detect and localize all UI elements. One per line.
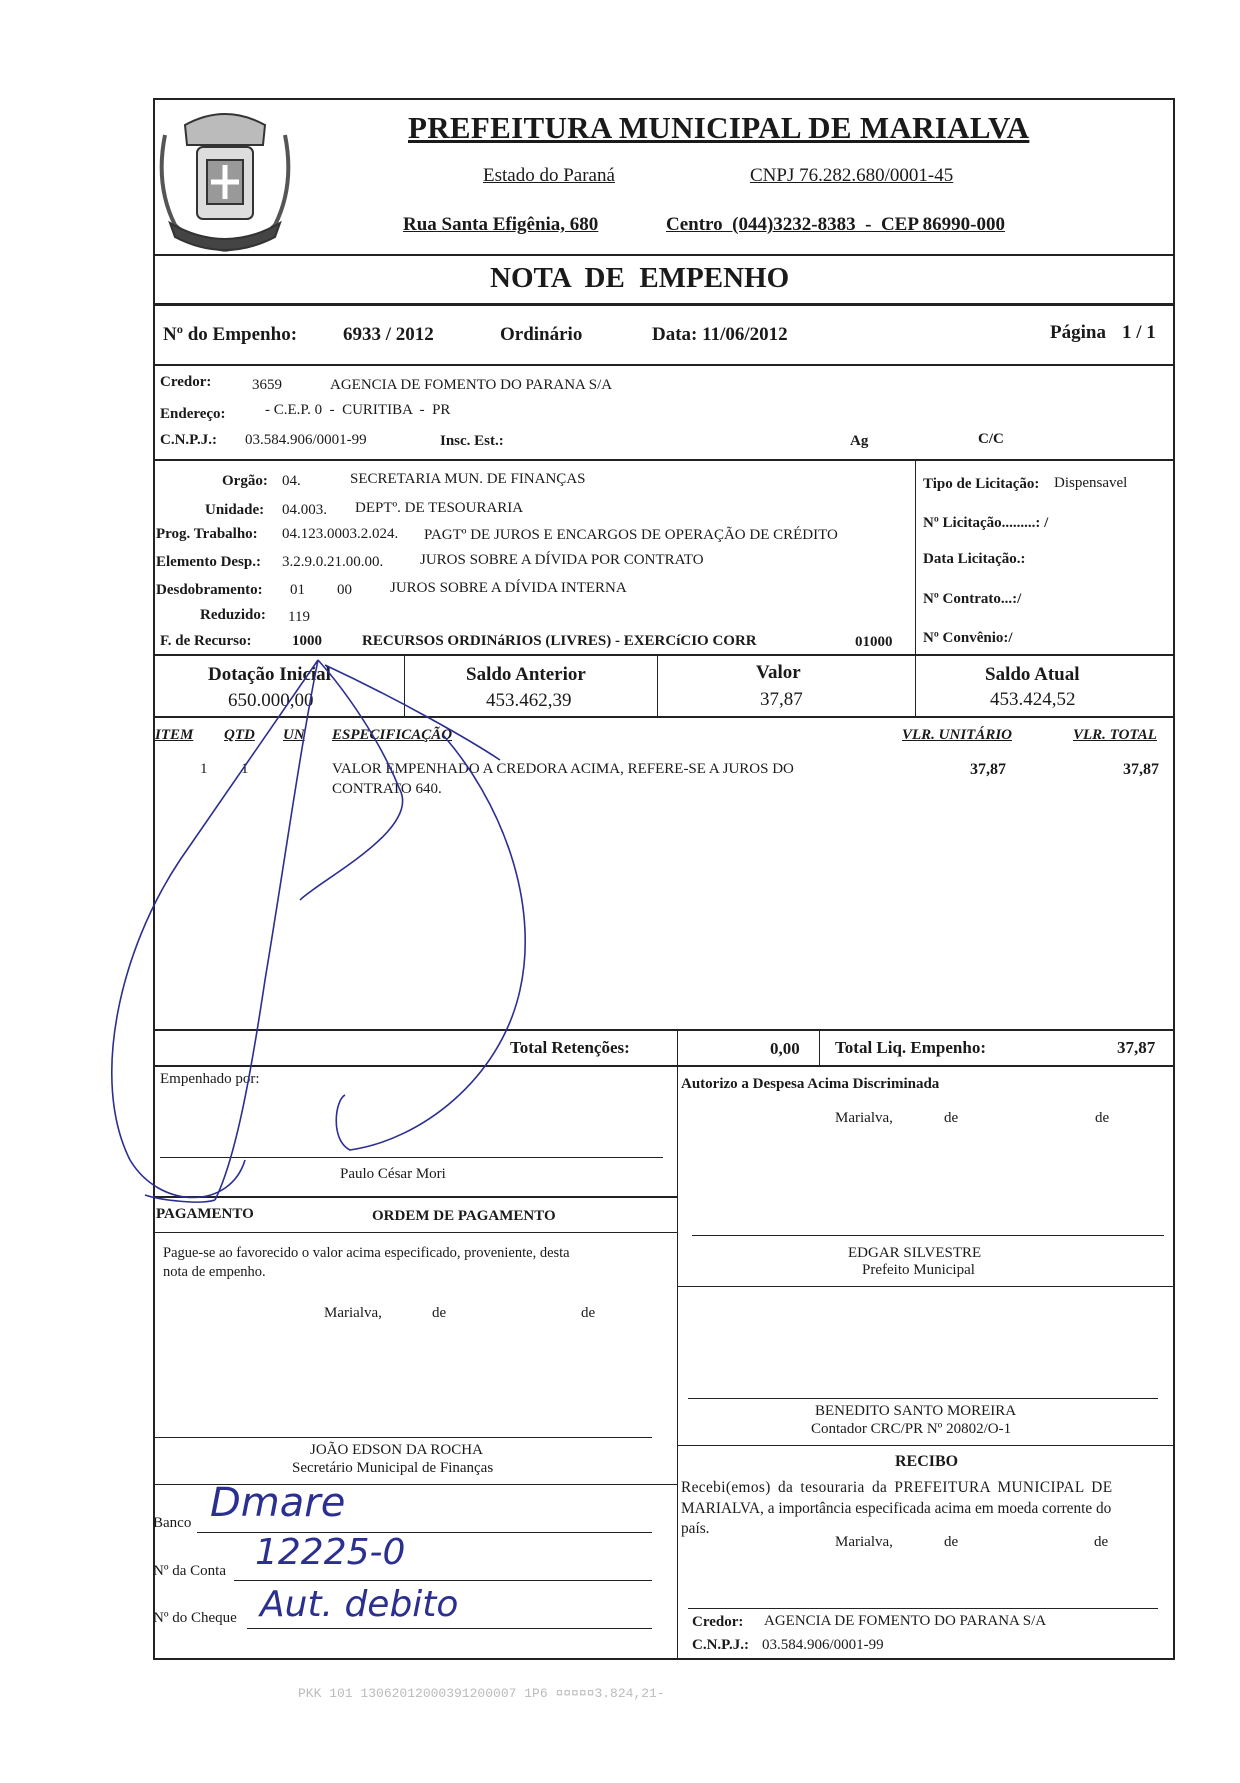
recibo-cnpj-value: 03.584.906/0001-99 [762,1637,884,1653]
orgao-label: Orgão: [222,473,268,489]
conta-corrente-label: C/C [978,431,1004,447]
pague-text-line1: Pague-se ao favorecido o valor acima especificado, proveniente, desta [163,1245,570,1261]
numero-convenio: Nº Convênio:/ [923,630,1013,646]
reduzido-label: Reduzido: [200,607,266,623]
dotacao-value: 650.000,00 [228,690,314,711]
pagamento-label: PAGAMENTO [156,1206,254,1222]
footer-stamp: PKK 101 13062012000391200007 1P6 ¤¤¤¤¤3.824,21- [298,1686,665,1701]
col-vlr-unitario: VLR. UNITÁRIO [902,727,1013,743]
reduzido-value: 119 [288,609,310,625]
empenho-label: Nº do Empenho: [163,324,298,345]
document-title: NOTA DE EMPENHO [490,262,790,294]
cnpj-value: 03.584.906/0001-99 [245,432,367,448]
cheque-label: Nº do Cheque [153,1610,237,1626]
valor-value: 37,87 [760,689,803,710]
contador-title: Contador CRC/PR Nº 20802/O-1 [811,1421,1012,1437]
tipo-licitacao-value: Dispensavel [1054,475,1128,491]
col-un: UN [283,727,305,743]
header-contact: Centro (044)3232-8383 - CEP 86990-000 [666,214,1005,235]
pagamento-de1: de [432,1305,447,1321]
empenho-number: 6933 / 2012 [343,324,434,345]
saldo-atual-value: 453.424,52 [990,689,1076,710]
unidade-name: DEPTº. DE TESOURARIA [355,500,524,516]
recibo-line1: Recebi(emos) da tesouraria da PREFEITURA MUNICIPAL DE [681,1479,1113,1496]
numero-contrato: Nº Contrato...:/ [923,591,1022,607]
recibo-cnpj-label: C.N.P.J.: [692,1637,749,1653]
recibo-city: Marialva, [835,1534,893,1550]
cnpj-label: C.N.P.J.: [160,432,217,448]
agencia-label: Ag [850,433,869,449]
prog-trabalho-code: 04.123.0003.2.024. [282,526,399,542]
prefeito-title: Prefeito Municipal [862,1262,975,1278]
recurso-label: F. de Recurso: [160,633,252,649]
prog-trabalho-label: Prog. Trabalho: [156,526,258,542]
recibo-line2: MARIALVA, a importância especificada acima em moeda corrente do [681,1500,1112,1517]
autorizo-label: Autorizo a Despesa Acima Discriminada [681,1076,940,1092]
credor-label: Credor: [160,374,212,390]
row-item: 1 [200,761,208,777]
row-vlr-total: 37,87 [1123,761,1159,778]
total-retencoes-label: Total Retenções: [510,1038,630,1057]
elemento-name: JUROS SOBRE A DÍVIDA POR CONTRATO [420,552,704,568]
prog-trabalho-name: PAGTº DE JUROS E ENCARGOS DE OPERAÇÃO DE CRÉDITO [424,527,838,543]
header-cnpj: CNPJ 76.282.680/0001-45 [750,165,954,186]
row-vlr-unitario: 37,87 [970,761,1006,778]
cheque-handwriting: Aut. debito [260,1584,459,1625]
row-spec-line2: CONTRATO 640. [332,781,442,797]
insc-est-label: Insc. Est.: [440,433,504,449]
desdobramento-label: Desdobramento: [156,582,263,598]
recibo-credor-label: Credor: [692,1614,744,1630]
endereco-label: Endereço: [160,406,226,422]
saldo-anterior-label: Saldo Anterior [466,664,586,685]
empenhado-por-name: Paulo César Mori [340,1166,446,1182]
banco-handwriting: Dmare [210,1480,346,1526]
total-retencoes-value: 0,00 [770,1039,800,1058]
header-state: Estado do Paraná [483,165,615,186]
unidade-code: 04.003. [282,502,327,518]
credor-code: 3659 [252,377,282,393]
recibo-line3: país. [681,1520,710,1537]
col-qtd: QTD [224,727,255,743]
page-number: 1 / 1 [1122,322,1156,343]
page-label: Página [1050,322,1106,343]
pagamento-city: Marialva, [324,1305,382,1321]
desdobramento-name: JUROS SOBRE A DÍVIDA INTERNA [390,580,627,596]
secretario-title: Secretário Municipal de Finanças [292,1460,494,1476]
empenhado-por-label: Empenhado por: [160,1071,260,1087]
desdobramento-code2: 00 [337,582,352,598]
header-title: PREFEITURA MUNICIPAL DE MARIALVA [408,110,1030,145]
recurso-code: 1000 [292,633,322,649]
orgao-code: 04. [282,473,301,489]
col-item: ITEM [155,727,194,743]
recurso-number: 01000 [855,634,893,650]
valor-label: Valor [756,662,801,683]
conta-label: Nº da Conta [153,1563,226,1579]
header-address: Rua Santa Efigênia, 680 [403,214,599,235]
numero-licitacao: Nº Licitação.........: / [923,515,1049,531]
prefeito-name: EDGAR SILVESTRE [848,1245,982,1261]
elemento-label: Elemento Desp.: [156,554,261,570]
total-liquido-label: Total Liq. Empenho: [835,1038,986,1057]
saldo-atual-label: Saldo Atual [985,664,1080,685]
recibo-de2: de [1094,1534,1109,1550]
data-licitacao: Data Licitação.: [923,551,1026,567]
secretario-name: JOÃO EDSON DA ROCHA [310,1442,483,1458]
autorizo-de1: de [944,1110,959,1126]
row-spec-line1: VALOR EMPENHADO A CREDORA ACIMA, REFERE-SE A JUROS DO [332,761,794,777]
pague-text-line2: nota de empenho. [163,1264,266,1280]
col-especificacao: ESPECIFICAÇÃO [332,727,453,743]
recibo-credor-value: AGENCIA DE FOMENTO DO PARANA S/A [764,1613,1047,1629]
ordem-pagamento-label: ORDEM DE PAGAMENTO [372,1208,556,1224]
tipo-licitacao-label: Tipo de Licitação: [923,476,1040,492]
desdobramento-code1: 01 [290,582,305,598]
credor-name: AGENCIA DE FOMENTO DO PARANA S/A [330,377,613,393]
row-qtd: 1 [241,761,249,777]
empenho-date: Data: 11/06/2012 [652,324,788,345]
col-vlr-total: VLR. TOTAL [1073,727,1157,743]
saldo-anterior-value: 453.462,39 [486,690,572,711]
unidade-label: Unidade: [205,502,265,518]
contador-name: BENEDITO SANTO MOREIRA [815,1403,1017,1419]
pagamento-de2: de [581,1305,596,1321]
recurso-name: RECURSOS ORDINáRIOS (LIVRES) - EXERCíCIO CORR [362,633,757,649]
recibo-de1: de [944,1534,959,1550]
autorizo-de2: de [1095,1110,1110,1126]
empenho-type: Ordinário [500,324,583,345]
recibo-title: RECIBO [895,1453,959,1470]
autorizo-city: Marialva, [835,1110,893,1126]
endereco-value: - C.E.P. 0 - CURITIBA - PR [265,402,451,418]
conta-handwriting: 12225-0 [255,1532,406,1573]
total-liquido-value: 37,87 [1117,1038,1156,1057]
banco-label: Banco [153,1515,192,1531]
dotacao-label: Dotação Inicial [208,664,331,685]
elemento-code: 3.2.9.0.21.00.00. [282,554,384,570]
orgao-name: SECRETARIA MUN. DE FINANÇAS [350,471,586,487]
